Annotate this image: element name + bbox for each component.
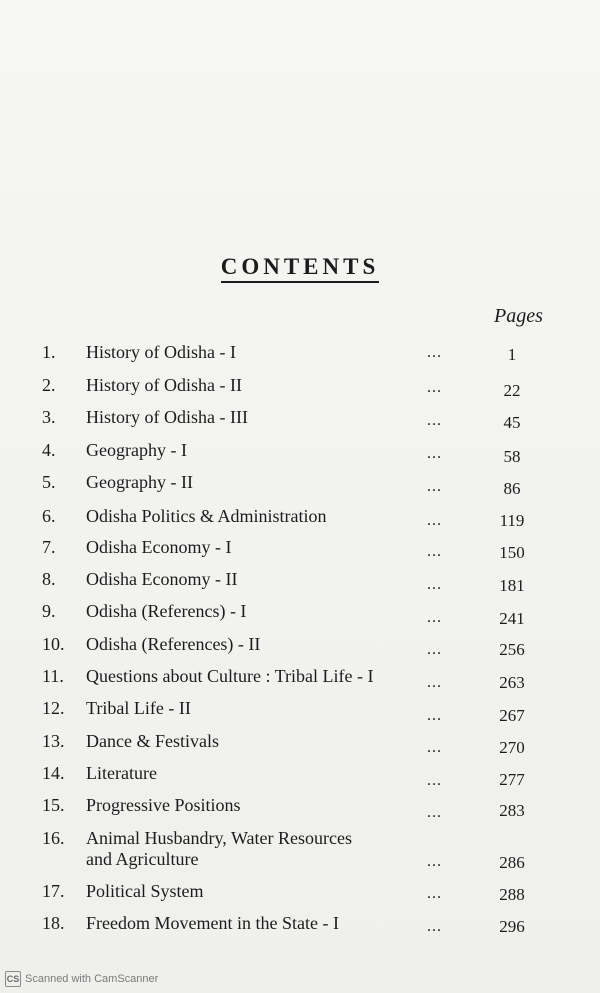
entry-page: 263	[499, 673, 525, 692]
pages-column-heading: Pages	[494, 305, 543, 327]
scanner-watermark	[5, 971, 158, 987]
entry-title: History of Odisha - III	[86, 407, 248, 427]
entry-number: 13.	[42, 731, 65, 751]
leader-dots: ...	[427, 918, 442, 935]
leader-dots: ...	[427, 543, 442, 560]
leader-dots: ...	[427, 478, 442, 495]
entry-page: 58	[503, 447, 521, 466]
entry-title: Progressive Positions	[86, 795, 241, 815]
entry-page: 150	[499, 543, 525, 562]
leader-dots: ...	[427, 576, 442, 593]
entry-number: 14.	[42, 763, 65, 783]
entry-title: History of Odisha - I	[86, 342, 236, 362]
entry-page: 1	[507, 345, 517, 364]
entry-page: 45	[503, 413, 521, 432]
entry-number: 10.	[42, 634, 65, 654]
entry-title: Animal Husbandry, Water Resources	[86, 828, 352, 848]
entry-title: Geography - II	[86, 472, 193, 492]
entry-page: 119	[499, 511, 525, 530]
entry-title: Freedom Movement in the State - I	[86, 913, 339, 933]
entry-title: Literature	[86, 763, 157, 783]
entry-number: 12.	[42, 698, 65, 718]
leader-dots: ...	[427, 707, 442, 724]
entry-number: 18.	[42, 913, 65, 933]
entry-title: Odisha Economy - II	[86, 569, 238, 589]
contents-title: CONTENTS	[0, 254, 600, 283]
leader-dots: ...	[427, 804, 442, 821]
leader-dots: ...	[427, 739, 442, 756]
entry-title: Odisha (Referencs) - I	[86, 601, 247, 621]
entry-page: 22	[503, 381, 521, 400]
leader-dots: ...	[427, 772, 442, 789]
entry-page: 288	[499, 885, 525, 904]
entry-page: 270	[499, 738, 525, 757]
entry-title: Political System	[86, 881, 204, 901]
entry-title: Questions about Culture : Tribal Life - I	[86, 666, 374, 686]
entry-page: 241	[499, 609, 525, 628]
entry-title: Dance & Festivals	[86, 731, 219, 751]
leader-dots: ...	[427, 512, 442, 529]
entry-title-continued: and Agriculture	[86, 849, 199, 869]
leader-dots: ...	[427, 344, 442, 361]
entry-page: 283	[499, 801, 525, 820]
entry-number: 2.	[42, 375, 56, 395]
entry-title: Odisha (References) - II	[86, 634, 261, 654]
entry-number: 8.	[42, 569, 56, 589]
leader-dots: ...	[427, 885, 442, 902]
entry-page: 267	[499, 706, 525, 725]
leader-dots: ...	[427, 379, 442, 396]
entry-page: 277	[499, 770, 525, 789]
entry-number: 3.	[42, 407, 56, 427]
entry-number: 16.	[42, 828, 65, 848]
entry-number: 5.	[42, 472, 56, 492]
entry-page: 296	[499, 917, 525, 936]
entry-title: Geography - I	[86, 440, 187, 460]
entry-number: 15.	[42, 795, 65, 815]
leader-dots: ...	[427, 674, 442, 691]
entry-page: 181	[499, 576, 525, 595]
leader-dots: ...	[427, 445, 442, 462]
entry-number: 11.	[42, 666, 64, 686]
entry-title: Odisha Economy - I	[86, 537, 232, 557]
camscanner-logo-icon: CS	[5, 971, 21, 987]
entry-number: 1.	[42, 342, 56, 362]
watermark-text: Scanned with CamScanner	[25, 973, 159, 985]
entry-number: 6.	[42, 506, 56, 526]
leader-dots: ...	[427, 641, 442, 658]
entry-title: History of Odisha - II	[86, 375, 242, 395]
entry-number: 17.	[42, 881, 65, 901]
entry-page: 86	[503, 479, 521, 498]
entry-number: 7.	[42, 537, 56, 557]
entry-page: 286	[499, 853, 525, 872]
entry-title: Tribal Life - II	[86, 698, 191, 718]
leader-dots: ...	[427, 609, 442, 626]
entry-page: 256	[499, 640, 525, 659]
entry-number: 4.	[42, 440, 56, 460]
entry-number: 9.	[42, 601, 56, 621]
leader-dots: ...	[427, 412, 442, 429]
leader-dots: ...	[427, 853, 442, 870]
entry-title: Odisha Politics & Administration	[86, 506, 327, 526]
